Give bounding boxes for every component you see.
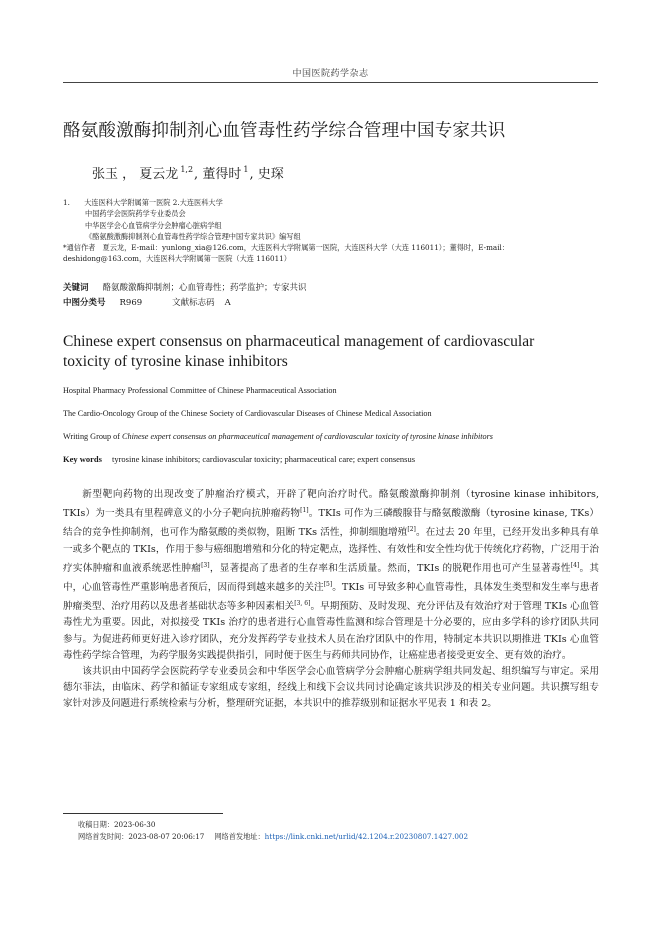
affiliation-line: 中国药学会医院药学专业委员会: [85, 209, 186, 219]
affiliation-line: 1. 大连医科大学附属第一医院 2.大连医科大学: [63, 198, 223, 207]
correspondence-line: deshidong@163.com，大连医科大学附属第一医院（大连 116011）: [63, 254, 291, 264]
citation[interactable]: [2]: [407, 526, 416, 534]
affiliation-line: 中华医学会心血管病学分会肿瘤心脏病学组: [85, 220, 222, 230]
citation[interactable]: [5]: [323, 581, 333, 589]
keywords-cn-label: 关键词: [63, 283, 89, 293]
received-value: 2023-06-30: [113, 820, 156, 829]
text-run: 新型靶向药物的出现改变了肿瘤治疗模式，开辟了靶向治疗时代。酪氨酸激酶抑制剂（tyrosine kinase inhibitors, TKIs）为一类具有里程碑意义的小分子靶向抗肿瘤药物: [63, 489, 599, 520]
correspondence-line: *通信作者 夏云龙，E-mail：yunlong_xia@126.com，大连医科大学附属第一医院，大连医科大学（大连 116011）；董得时，E-mail：: [63, 243, 509, 253]
author-affil-sup: 1: [243, 165, 249, 174]
received-label: 收稿日期：: [78, 820, 114, 829]
citation[interactable]: [3]: [201, 561, 210, 569]
author-name: 董得时: [202, 167, 242, 182]
paragraph: [63, 487, 599, 664]
keywords-en-block: [63, 454, 415, 464]
en-affil-prefix: Writing Group of: [63, 432, 123, 441]
text-run: 。早期预防、及时发现、充分评估及有效治疗对于管理 TKIs 心血管毒性尤为重要。因此，对拟接受 TKIs 治疗的患者进行心血管毒性监测和综合管理是十分必要的，应由多学科的诊疗团队共同参与。为促进药师更好进入诊疗团队，充分发挥药学专业技术人员在治疗团队中的作用，特制定本共识以期推进 TKIs 心血管毒性药学综合管理，为药学服务实践提供指引，同时便于医生与药师共同协作，让癌症患者接受更安全、更有效的治疗。: [63, 601, 599, 661]
text-run: 。其中，心血管毒性严重影响患者预后，因而得到越来越多的关注: [63, 562, 600, 594]
class-number-value: R969: [119, 298, 143, 308]
paper-title-cn: 酪氨酸激酶抑制剂心血管毒性药学综合管理中国专家共识: [63, 121, 506, 141]
author-name: 夏云龙: [139, 167, 179, 182]
title-en-line: toxicity of tyrosine kinase inhibitors: [63, 353, 288, 370]
citation[interactable]: [1]: [300, 507, 309, 515]
affiliations: [63, 197, 603, 265]
en-affiliation: [63, 432, 603, 441]
doc-code-value: A: [224, 298, 231, 308]
keywords-en-label: Key words: [63, 454, 102, 464]
author-list: 张玉 ， 夏云龙 $^{1,2}$, 董得时 $^1$, 史琛: [92, 165, 284, 182]
url-label: 网络首发地址：: [214, 832, 265, 841]
keywords-cn-value: 酪氨酸激酶抑制剂；心血管毒性；药学监护；专家共识: [102, 283, 307, 293]
received-date: [78, 820, 155, 830]
text-run: 。在过去 20 年里，已经开发出多种具有单一或多个靶点的 TKIs，作用于参与癌细胞增殖和分化的特定靶点，选择性、有效性和安全性均优于传统化疗药物，广泛用于治疗实体肿瘤和血液系统恶性肿瘤: [63, 527, 600, 574]
footnote-divider: [63, 813, 223, 814]
paper-title-en: [63, 332, 603, 372]
class-number-label: 中图分类号: [63, 298, 106, 308]
body-text: [63, 487, 599, 713]
author-affil-sup: 1,2: [180, 165, 194, 174]
title-en-line: Chinese expert consensus on pharmaceutical management of cardiovascular: [63, 333, 535, 350]
en-affiliation: Hospital Pharmacy Professional Committee of Chinese Pharmaceutical Association: [63, 386, 337, 395]
keywords-en-value: tyrosine kinase inhibitors; cardiovascular toxicity; pharmaceutical care; expert consensus: [111, 454, 416, 464]
affiliation-line: 《酪氨酸激酶抑制剂心血管毒性药学综合管理中国专家共识》编写组: [85, 231, 301, 241]
citation[interactable]: [4]: [570, 561, 580, 569]
doc-code-label: 文献标志码: [172, 298, 215, 308]
keywords-cn-block: [63, 281, 307, 311]
paragraph: 该共识由中国药学会医院药学专业委员会和中华医学会心血管病学分会肿瘤心脏病学组共同发起、组织编写与审定。采用德尔菲法，由临床、药学和循证专家组成专家组，经线上和线下会议共同讨论确定该共识涉及的相关专业问题。共识撰写组专家针对涉及问题进行系统检索与分析，整理研究证据，本共识中的推荐级别和证据水平见表 1 和表 2。: [63, 666, 599, 710]
header-divider: [63, 82, 598, 83]
en-affiliation: The Cardio-Oncology Group of the Chinese Society of Cardiovascular Diseases of Chinese Medical Association: [63, 409, 432, 418]
online-url-link[interactable]: https://link.cnki.net/urlid/42.1204.r.20230807.1427.002: [264, 832, 469, 841]
citation[interactable]: [3, 6]: [294, 600, 311, 608]
author-name: 张玉: [92, 167, 119, 182]
text-run: ，显著提高了患者的生存率和生活质量。然而，TKIs 的脱靶作用也可产生显著毒性: [209, 562, 571, 574]
online-value: 2023-08-07 20:06:17: [128, 832, 205, 841]
en-affil-italic: Chinese expert consensus on pharmaceutical management of cardiovascular toxicity of tyrosine kinase inhibitors: [122, 432, 493, 441]
online-info: [78, 832, 468, 842]
text-run: 。TKIs 可作为三磷酸腺苷与酪氨酸激酶（tyrosine kinase, TKs）结合的竞争性抑制剂，也可作为酪氨酸的类似物，阻断 TKs 活性，抑制细胞增殖: [63, 508, 599, 539]
author-name: 史琛: [257, 167, 284, 182]
journal-header: 中国医院药学杂志: [292, 69, 369, 79]
online-label: 网络首发时间：: [78, 832, 129, 841]
text-run: 。TKIs 可导致多种心血管毒性，具体发生类型和发生率与患者肿瘤类型、治疗用药以及患者基础状态等多种因素相关: [63, 582, 600, 613]
